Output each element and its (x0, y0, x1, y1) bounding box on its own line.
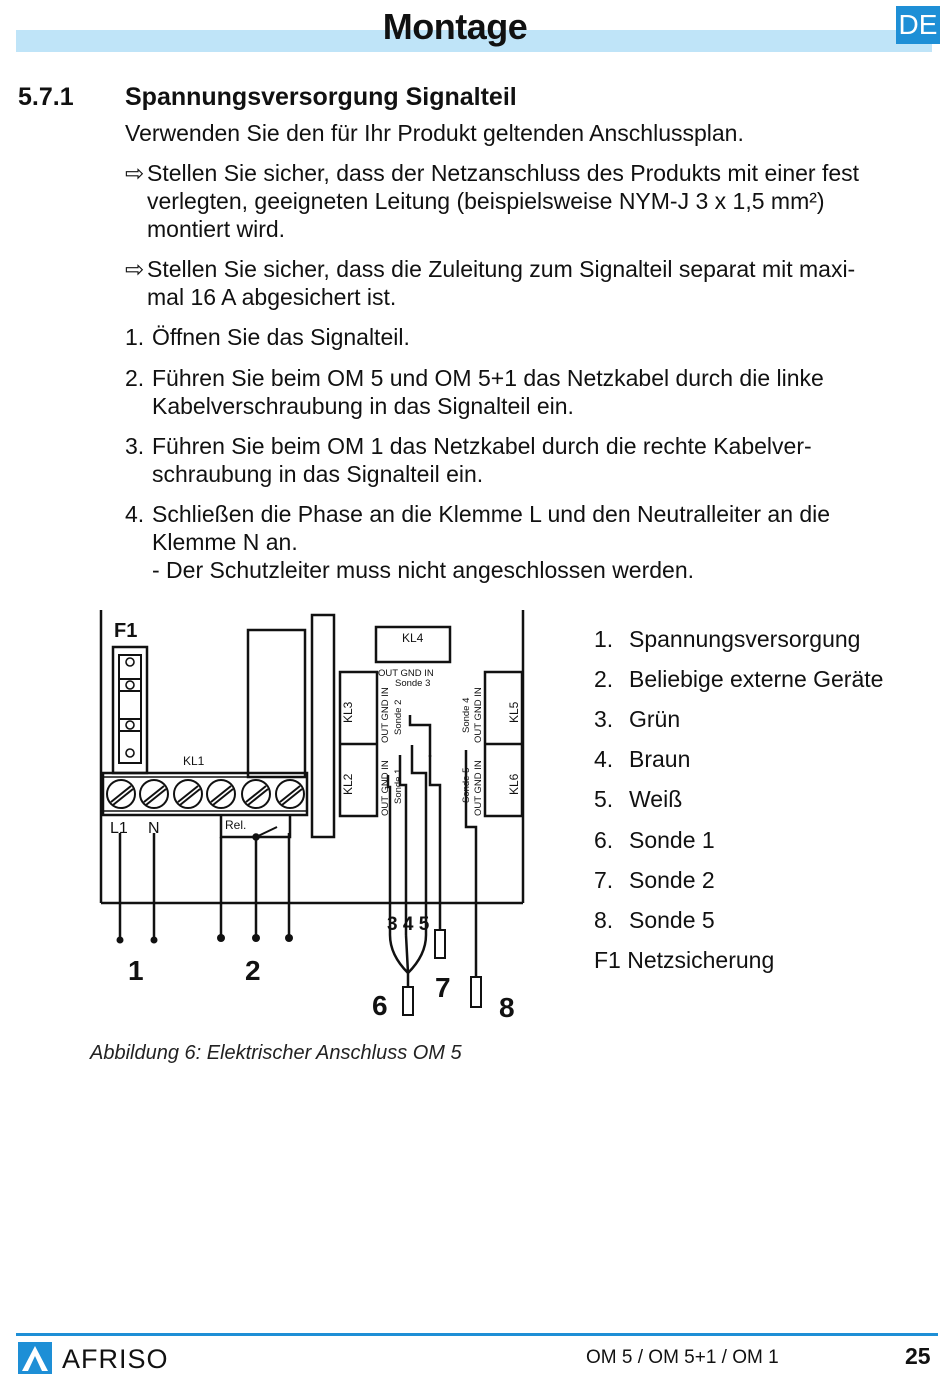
bullet-line: Stellen Sie sicher, dass die Zuleitung zum Signalteil separat mit maxi- (147, 256, 856, 282)
legend-text: Weiß (629, 786, 683, 812)
arrow-icon: ⇨ (125, 256, 145, 282)
legend-number: 4. (594, 746, 614, 772)
legend-item (594, 666, 883, 693)
legend-number: 5. (594, 786, 614, 812)
step-item (125, 432, 915, 488)
wiring-diagram (90, 605, 540, 1030)
pins-kl2: OUT GND IN (380, 760, 391, 816)
language-badge: DE (896, 6, 940, 44)
section-title: Spannungsversorgung Signalteil (125, 83, 517, 111)
bullet-line: montiert wird. (147, 216, 286, 242)
section-number: 5.7.1 (18, 83, 74, 111)
callout-1: 1 (128, 955, 144, 986)
afriso-logo-icon (18, 1342, 52, 1374)
legend-item (594, 746, 690, 773)
step-line: schraubung in das Signalteil ein. (152, 461, 484, 487)
wire-numbers: 3 4 5 (387, 914, 430, 935)
relay-label: Rel. (225, 818, 247, 832)
kl4-pins: OUT GND IN (378, 668, 434, 679)
page-title: Montage (382, 6, 528, 47)
legend-item (594, 907, 715, 934)
step-number: 2. (125, 365, 145, 391)
sonde2-label: Sonde 2 (393, 699, 404, 735)
legend-item (594, 706, 680, 733)
legend-text: Grün (629, 706, 681, 732)
sonde4-label: Sonde 4 (461, 697, 472, 733)
step-line: Kabelverschraubung in das Signalteil ein. (152, 393, 574, 419)
legend-text: Sonde 5 (629, 907, 715, 933)
footer-divider (16, 1333, 938, 1336)
footer-model: OM 5 / OM 5+1 / OM 1 (586, 1347, 779, 1368)
footer-brand: AFRISO (62, 1344, 169, 1374)
step-line: - Der Schutzleiter muss nicht angeschlossen werden. (152, 557, 695, 583)
legend-number: 7. (594, 867, 614, 893)
pins-kl6: OUT GND IN (473, 760, 484, 816)
legend-number: 1. (594, 626, 614, 652)
callout-7: 7 (435, 972, 451, 1003)
pins-kl3: OUT GND IN (380, 687, 391, 743)
kl4-label: KL4 (402, 631, 424, 645)
legend-item (594, 827, 715, 854)
bullet-line: verlegten, geeigneten Leitung (beispielsweise NYM-J 3 x 1,5 mm²) (147, 188, 825, 214)
step-line: Führen Sie beim OM 1 das Netzkabel durch die rechte Kabelver- (152, 433, 812, 459)
callout-8: 8 (499, 992, 515, 1023)
step-line: Öffnen Sie das Signalteil. (152, 324, 410, 350)
legend-item (594, 867, 715, 894)
step-number: 3. (125, 433, 145, 459)
arrow-icon: ⇨ (125, 160, 145, 186)
sonde1-label: Sonde 1 (393, 768, 404, 804)
l1-label: L1 (110, 820, 128, 837)
step-number: 4. (125, 501, 145, 527)
page-number: 25 (905, 1343, 931, 1369)
legend-number: 2. (594, 666, 614, 692)
step-number: 1. (125, 324, 145, 350)
sonde3-label: Sonde 3 (395, 678, 431, 689)
legend-text: Sonde 1 (629, 827, 715, 853)
figure-caption: Abbildung 6: Elektrischer Anschluss OM 5 (90, 1042, 462, 1064)
sonde5-label: Sonde 5 (461, 767, 472, 803)
legend-item (594, 786, 682, 813)
kl1-label: KL1 (183, 754, 205, 768)
bullet-item (125, 159, 925, 243)
legend-number: F1 (594, 947, 621, 973)
callout-6: 6 (372, 990, 388, 1021)
bullet-line: Stellen Sie sicher, dass der Netzanschluss des Produkts mit einer fest (147, 160, 860, 186)
legend-text: Braun (629, 746, 691, 772)
kl2-label: KL2 (341, 773, 355, 795)
legend-item (594, 626, 860, 653)
step-item (125, 323, 915, 351)
step-item (125, 364, 915, 420)
n-label: N (148, 820, 160, 837)
step-line: Klemme N an. (152, 529, 298, 555)
legend-text: Beliebige externe Geräte (629, 666, 884, 692)
fuse-label: F1 (114, 620, 138, 642)
callout-2: 2 (245, 955, 261, 986)
legend-number: 3. (594, 706, 614, 732)
kl5-label: KL5 (507, 701, 521, 723)
legend-item (594, 947, 774, 974)
pins-kl5: OUT GND IN (473, 687, 484, 743)
step-line: Schließen die Phase an die Klemme L und den Neutralleiter an die (152, 501, 831, 527)
legend-text: Netzsicherung (627, 947, 775, 973)
legend-number: 8. (594, 907, 614, 933)
kl6-label: KL6 (507, 773, 521, 795)
step-line: Führen Sie beim OM 5 und OM 5+1 das Netzkabel durch die linke (152, 365, 824, 391)
bullet-line: mal 16 A abgesichert ist. (147, 284, 397, 310)
legend-number: 6. (594, 827, 614, 853)
bullet-item (125, 255, 925, 311)
legend-text: Sonde 2 (629, 867, 715, 893)
step-item (125, 500, 915, 584)
legend-text: Spannungsversorgung (629, 626, 861, 652)
intro-text: Verwenden Sie den für Ihr Produkt geltenden Anschlussplan. (125, 120, 744, 146)
kl3-label: KL3 (341, 701, 355, 723)
